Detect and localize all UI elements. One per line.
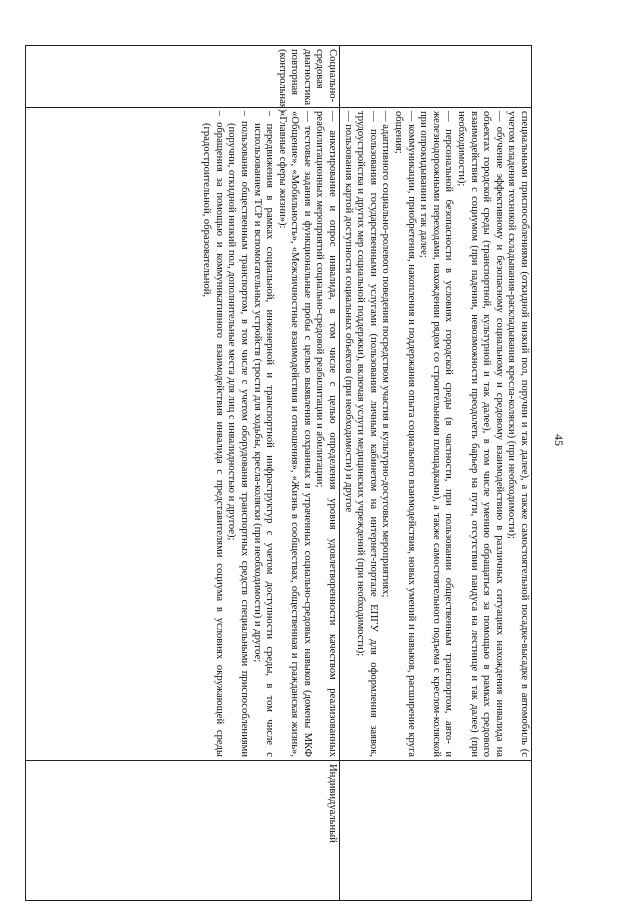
content-paragraph: — персональной безопасности в условиях городской среды (в частности, при пользовании общественным транспортом, авто- и железнодорожными переходами, нахождении рядом со строительными площадками), а также самостоятельного подъема с креслом-коляской при опрокидывании и так далее;	[418, 111, 455, 757]
content-paragraph: — пользования картой доступности социальных объектов (при необходимости) и другое	[342, 111, 354, 513]
content-subitem: – обращения за помощью и коммуникативного взаимодействия инвалида с представителями социума в условиях окружающей среды (градостроительной, образовательной,	[201, 111, 225, 757]
content-cell	[340, 108, 532, 761]
content-paragraph: — анкетирование и опрос инвалида, в том числе с целью определения уровня удовлетворенности качеством реализованных реабилитационных мероприятий социально-средовой реабилитации и абилитации;	[314, 111, 339, 757]
table-row	[26, 46, 340, 901]
content-paragraph: — обучение эффективному и безопасному социальному и средовому взаимодействию в различных ситуациях нахождения инвалида на объектах городской среды (транспортной, культурной и так далее), в том числе умению обращаться за помощью в рамках средового взаимодействия с социумом (при падении, невозможности преодолеть барьер на пути, отсутствии пандуса на лестнице и так далее) (при необходимости);	[456, 111, 505, 757]
stage-cell: Социально-средовая диагностика повторная (контрольная)	[26, 46, 340, 108]
page-number: 45	[552, 434, 566, 446]
content-paragraph: специальными приспособлениями (откидной низкий пол, поручни и так далее), а также самостоятельной посадке-высадке в автомобиль (с учетом владения техникой складывания-раскладывания кресла-коляски) (при необходимости);	[506, 111, 530, 757]
stage-cell	[340, 46, 532, 108]
table-row	[340, 46, 532, 901]
rotated-table-frame	[62, 45, 532, 900]
content-paragraph: — тестовые задания и функциональные пробы с целью выявления сохранных и утраченных социально-средовых навыков (домены МКФ «Общение», «Мобильность», «Межличностные взаимодействия и отношения», «Жизнь в сообществах, общественная и гражданская жизнь», «Главные сферы жизни»):	[276, 111, 313, 757]
content-paragraph: — пользования государственными услугами (пользования личным кабинетом на интернет-портале ЕПГУ для оформления заявок, трудоустройства и других мер социальной поддержки), включая услуги медицинских учреждений (при необходимости);	[355, 111, 379, 757]
content-subitem: – пользования общественным транспортом, в том числе с учетом оборудования транспортных средств специальными приспособлениями (поручни, откидной низкий пол, дополнительные места для лиц с инвалидностью и другое);	[226, 111, 250, 757]
content-paragraph: — адаптивного социально-ролевого поведения посредством участия в культурно-досуговых мероприятиях;	[380, 111, 392, 598]
content-subitem: – передвижения в рамках социальной, инженерной и транспортной инфраструктур с учетом доступности среды, в том числе с использованием ТСР и вспомогательных устройств (трости для ходьбы, кресла-коляски (при необходимости) и другое;	[251, 111, 276, 757]
kind-cell	[340, 761, 532, 901]
content-paragraph: — коммуникации, приобретения, накопления и поддержания опыта социального взаимодействия, новых умений и навыков, расширение круга общения;	[393, 111, 417, 757]
rehabilitation-table	[25, 45, 532, 901]
content-cell	[26, 108, 340, 761]
kind-cell: Индивидуальный	[26, 761, 340, 901]
